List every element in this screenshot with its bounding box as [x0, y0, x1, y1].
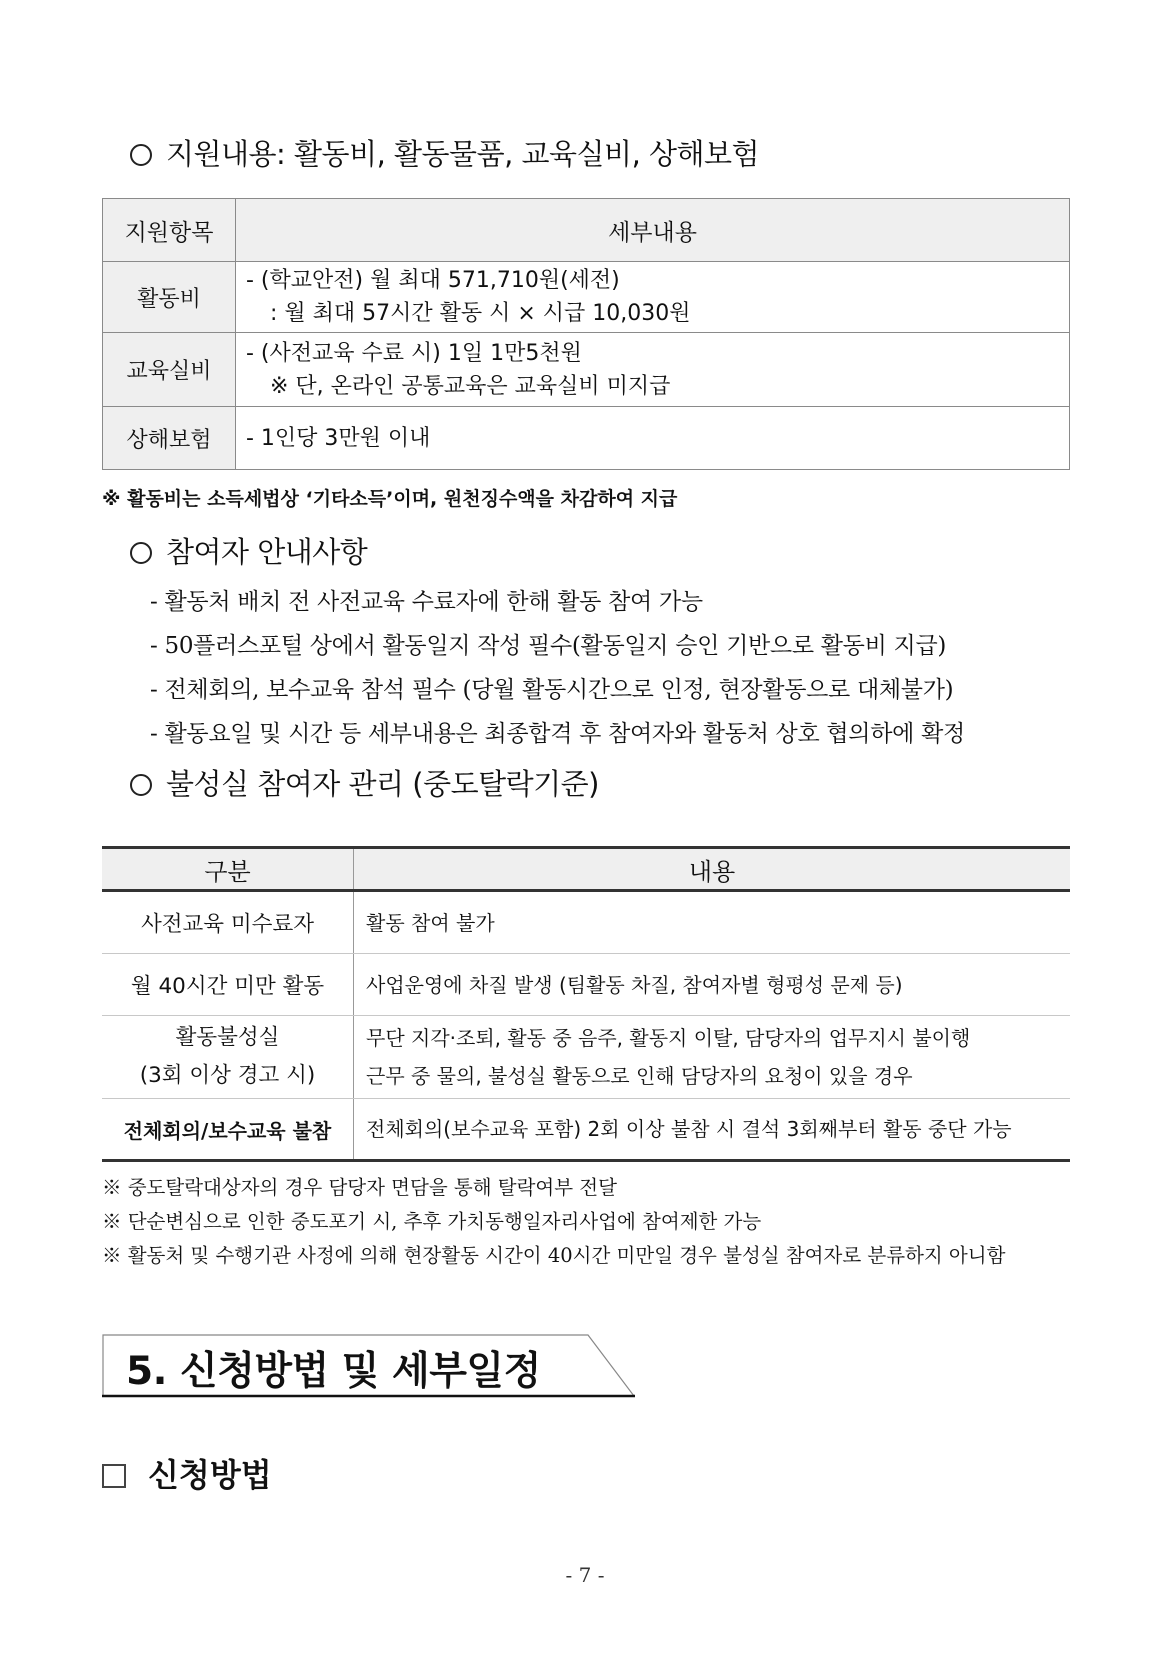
circle-bullet-icon [130, 542, 152, 564]
header-content: 내용 [354, 848, 1071, 891]
detail-line: - (사전교육 수료 시) 1일 1만5천원 [246, 340, 582, 366]
section-header [102, 1334, 632, 1394]
support-table [102, 198, 1070, 470]
subheading-text: 신청방법 [148, 1456, 272, 1494]
guide-heading-text: 참여자 안내사항 [166, 535, 368, 569]
detail-line: ※ 단, 온라인 공통교육은 교육실비 미지급 [270, 373, 671, 399]
section-title: 5. 신청방법 및 세부일정 [126, 1349, 541, 1394]
content-line: 무단 지각·조퇴, 활동 중 음주, 활동지 이탈, 담당자의 업무지시 불이행 [366, 1026, 971, 1050]
detail-line: - 1인당 3만원 이내 [246, 425, 431, 451]
table-row [102, 954, 1070, 1016]
dropout-table [102, 846, 1070, 1162]
checkbox-square-icon [102, 1464, 126, 1488]
row-detail [236, 262, 1070, 333]
table-row [102, 1016, 1070, 1099]
table-row [102, 891, 1070, 954]
row-category: 사전교육 미수료자 [102, 891, 354, 954]
dropout-note: ※ 중도탈락대상자의 경우 담당자 면담을 통해 탈락여부 전달 [102, 1176, 617, 1199]
table-row [103, 262, 1070, 333]
row-content: 사업운영에 차질 발생 (팀활동 차질, 참여자별 형평성 문제 등) [354, 954, 1071, 1016]
guide-heading [130, 530, 367, 571]
row-content: 활동 참여 불가 [354, 891, 1071, 954]
detail-line: : 월 최대 57시간 활동 시 × 시급 10,030원 [270, 301, 691, 326]
content-line: 근무 중 물의, 불성실 활동으로 인해 담당자의 요청이 있을 경우 [366, 1064, 913, 1088]
support-table-header [103, 199, 1070, 262]
guide-item: - 활동처 배치 전 사전교육 수료자에 한해 활동 참여 가능 [150, 589, 703, 615]
support-note: ※ 활동비는 소득세법상 ‘기타소득’이며, 원천징수액을 차감하여 지급 [102, 488, 678, 510]
row-content [354, 1016, 1071, 1099]
row-detail [236, 333, 1070, 407]
dropout-table-header [102, 848, 1070, 891]
dropout-note: ※ 단순변심으로 인한 중도포기 시, 추후 가치동행일자리사업에 참여제한 가능 [102, 1210, 762, 1233]
dropout-heading [130, 762, 599, 803]
dropout-heading-text: 불성실 참여자 관리 (중도탈락기준) [166, 767, 599, 801]
subheading [102, 1450, 272, 1496]
table-row [103, 407, 1070, 470]
guide-item: - 50플러스포털 상에서 활동일지 작성 필수(활동일지 승인 기반으로 활동비 지급) [150, 633, 947, 659]
row-item: 상해보험 [103, 407, 236, 470]
row-item: 활동비 [103, 262, 236, 333]
circle-bullet-icon [130, 144, 152, 166]
row-category: 월 40시간 미만 활동 [102, 954, 354, 1016]
support-heading-text: 지원내용: 활동비, 활동물품, 교육실비, 상해보험 [166, 137, 760, 171]
table-row [103, 333, 1070, 407]
row-content: 전체회의(보수교육 포함) 2회 이상 불참 시 결석 3회째부터 활동 중단 가능 [354, 1099, 1071, 1161]
header-detail: 세부내용 [236, 199, 1070, 262]
circle-bullet-icon [130, 774, 152, 796]
guide-item: - 활동요일 및 시간 등 세부내용은 최종합격 후 참여자와 활동처 상호 협의하에 확정 [150, 721, 965, 747]
detail-line: - (학교안전) 월 최대 571,710원(세전) [246, 268, 620, 293]
row-detail [236, 407, 1070, 470]
row-category: 전체회의/보수교육 불참 [102, 1099, 354, 1161]
page-number: - 7 - [565, 1563, 605, 1587]
header-item: 지원항목 [103, 199, 236, 262]
dropout-note: ※ 활동처 및 수행기관 사정에 의해 현장활동 시간이 40시간 미만일 경우 불성실 참여자로 분류하지 아니함 [102, 1244, 1006, 1267]
category-line: 활동불성실 [175, 1025, 280, 1050]
table-row [102, 1099, 1070, 1161]
row-category [102, 1016, 354, 1099]
row-item: 교육실비 [103, 333, 236, 407]
support-heading [130, 132, 759, 173]
header-category: 구분 [102, 848, 354, 891]
category-line: (3회 이상 경고 시) [139, 1063, 316, 1088]
guide-item: - 전체회의, 보수교육 참석 필수 (당월 활동시간으로 인정, 현장활동으로 대체불가) [150, 677, 954, 703]
